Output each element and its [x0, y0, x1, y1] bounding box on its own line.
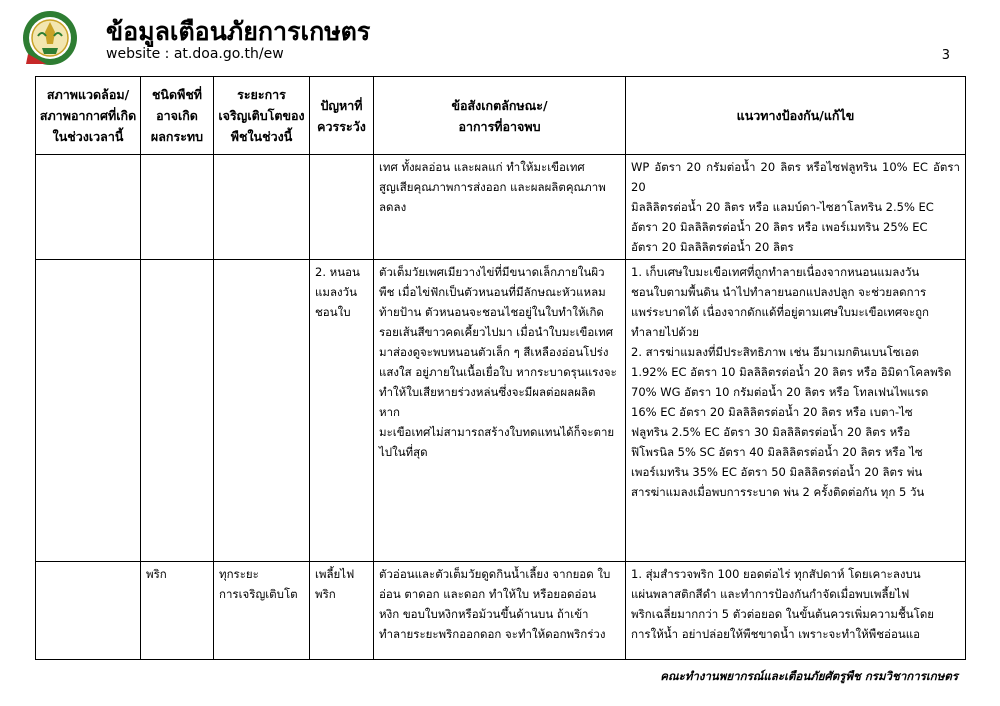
- cell-symptoms: ตัวอ่อนและตัวเต็มวัยดูดกินน้ำเลี้ยง จากยอด ใบ อ่อน ตาดอก และดอก ทำให้ใบ หรือยอดอ่อน หงิก ขอบใบหงิกหรือม้วนขึ้นด้านบน ถ้าเข้า ทำลายระยะพริกออกดอก จะทำให้ดอกพริกร่วง: [374, 562, 626, 660]
- column-header-symptoms: ข้อสังเกตลักษณะ/ อาการที่อาจพบ: [374, 77, 626, 155]
- column-header-environment: สภาพแวดล้อม/ สภาพอากาศที่เกิด ในช่วงเวลานี้: [36, 77, 141, 155]
- table-row: [36, 260, 966, 562]
- cell-prevention: WP อัตรา 20 กรัมต่อน้ำ 20 ลิตร หรือไซฟลูทริน 10% EC อัตรา 20 มิลลิลิตรต่อน้ำ 20 ลิตร หรือ แลมบ์ดา-ไซฮาโลทริน 2.5% EC อัตรา 20 มิลลิลิตรต่อน้ำ 20 ลิตร หรือ เพอร์เมทริน 25% EC อัตรา 20 มิลลิลิตรต่อน้ำ 20 ลิตร: [626, 155, 966, 260]
- cell-prevention: 1. เก็บเศษใบมะเขือเทศที่ถูกทำลายเนื่องจากหนอนแมลงวัน ชอนใบตามพื้นดิน นำไปทำลายนอกแปลงปลูก จะช่วยลดการ แพร่ระบาดได้ เนื่องจากดักแด้ที่อยู่ตามเศษใบมะเขือเทศจะถูก ทำลายไปด้วย 2. สารฆ่าแมลงที่มีประสิทธิภาพ เช่น อีมาเมกตินเบนโซเอต 1.92% EC อัตรา 10 มิลลิลิตรต่อน้ำ 20 ลิตร หรือ อิมิดาโคลพริด 70% WG อัตรา 10 กรัมต่อน้ำ 20 ลิตร หรือ โทลเฟนไพแรด 16% EC อัตรา 20 มิลลิลิตรต่อน้ำ 20 ลิตร หรือ เบตา-ไซ ฟลูทริน 2.5% EC อัตรา 30 มิลลิลิตรต่อน้ำ 20 ลิตร หรือ ฟิโพรนิล 5% SC อัตรา 40 มิลลิลิตรต่อน้ำ 20 ลิตร หรือ ไซ เพอร์เมทริน 35% EC อัตรา 50 มิลลิลิตรต่อน้ำ 20 ลิตร พ่น สารฆ่าแมลงเมื่อพบการระบาด พ่น 2 ครั้งติดต่อกัน ทุก 5 วัน: [626, 260, 966, 562]
- website-link[interactable]: website : at.doa.go.th/ew: [106, 46, 284, 62]
- cell-problem: เพลี้ยไฟ พริก: [310, 562, 374, 660]
- cell-problem: [310, 155, 374, 260]
- cell-environment: [36, 155, 141, 260]
- cell-symptoms: เทศ ทั้งผลอ่อน และผลแก่ ทำให้มะเขือเทศ สูญเสียคุณภาพการส่งออก และผลผลิตคุณภาพ ลดลง: [374, 155, 626, 260]
- column-header-growth-stage: ระยะการ เจริญเติบโตของ พืชในช่วงนี้: [214, 77, 310, 155]
- page-header: [18, 8, 978, 70]
- column-header-problem: ปัญหาที่ ควรระวัง: [310, 77, 374, 155]
- cell-problem: 2. หนอน แมลงวัน ชอนใบ: [310, 260, 374, 562]
- cell-growth-stage: [214, 260, 310, 562]
- warning-table: [35, 76, 966, 660]
- column-header-crop: ชนิดพืชที่ อาจเกิด ผลกระทบ: [141, 77, 214, 155]
- cell-prevention: 1. สุ่มสำรวจพริก 100 ยอดต่อไร่ ทุกสัปดาห์ โดยเคาะลงบน แผ่นพลาสติกสีดำ และทำการป้องกันกำจัดเมื่อพบเพลี้ยไฟ พริกเฉลี่ยมากกว่า 5 ตัวต่อยอด ในขั้นต้นควรเพิ่มความชื้นโดย การให้น้ำ อย่าปล่อยให้พืชขาดน้ำ เพราะจะทำให้พืชอ่อนแอ: [626, 562, 966, 660]
- cell-growth-stage: [214, 155, 310, 260]
- column-header-prevention: แนวทางป้องกัน/แก้ไข: [626, 77, 966, 155]
- cell-crop: [141, 155, 214, 260]
- cell-environment: [36, 562, 141, 660]
- cell-crop: [141, 260, 214, 562]
- table-header-row: [36, 77, 966, 155]
- cell-environment: [36, 260, 141, 562]
- doa-logo-icon: [22, 10, 78, 66]
- page-title: ข้อมูลเตือนภัยการเกษตร: [106, 17, 371, 46]
- cell-growth-stage: ทุกระยะ การเจริญเติบโต: [214, 562, 310, 660]
- table-row: [36, 562, 966, 660]
- footer-credit: คณะทำงานพยากรณ์และเตือนภัยศัตรูพืช กรมวิชาการเกษตร: [660, 669, 958, 683]
- page-number: 3: [941, 48, 950, 63]
- cell-crop: พริก: [141, 562, 214, 660]
- cell-symptoms: ตัวเต็มวัยเพศเมียวางไข่ที่มีขนาดเล็กภายในผิว พืช เมื่อไข่ฟักเป็นตัวหนอนที่มีลักษณะหัวแหลม ท้ายป้าน ตัวหนอนจะชอนไชอยู่ในใบทำให้เกิด รอยเส้นสีขาวคดเคี้ยวไปมา เมื่อนำใบมะเขือเทศ มาส่องดูจะพบหนอนตัวเล็ก ๆ สีเหลืองอ่อนโปร่ง แสงใส อยู่ภายในเนื้อเยื่อใบ หากระบาดรุนแรงจะ ทำให้ใบเสียหายร่วงหล่นซึ่งจะมีผลต่อผลผลิต หาก มะเขือเทศไม่สามารถสร้างใบทดแทนได้ก็จะตาย ไปในที่สุด: [374, 260, 626, 562]
- table-row: [36, 155, 966, 260]
